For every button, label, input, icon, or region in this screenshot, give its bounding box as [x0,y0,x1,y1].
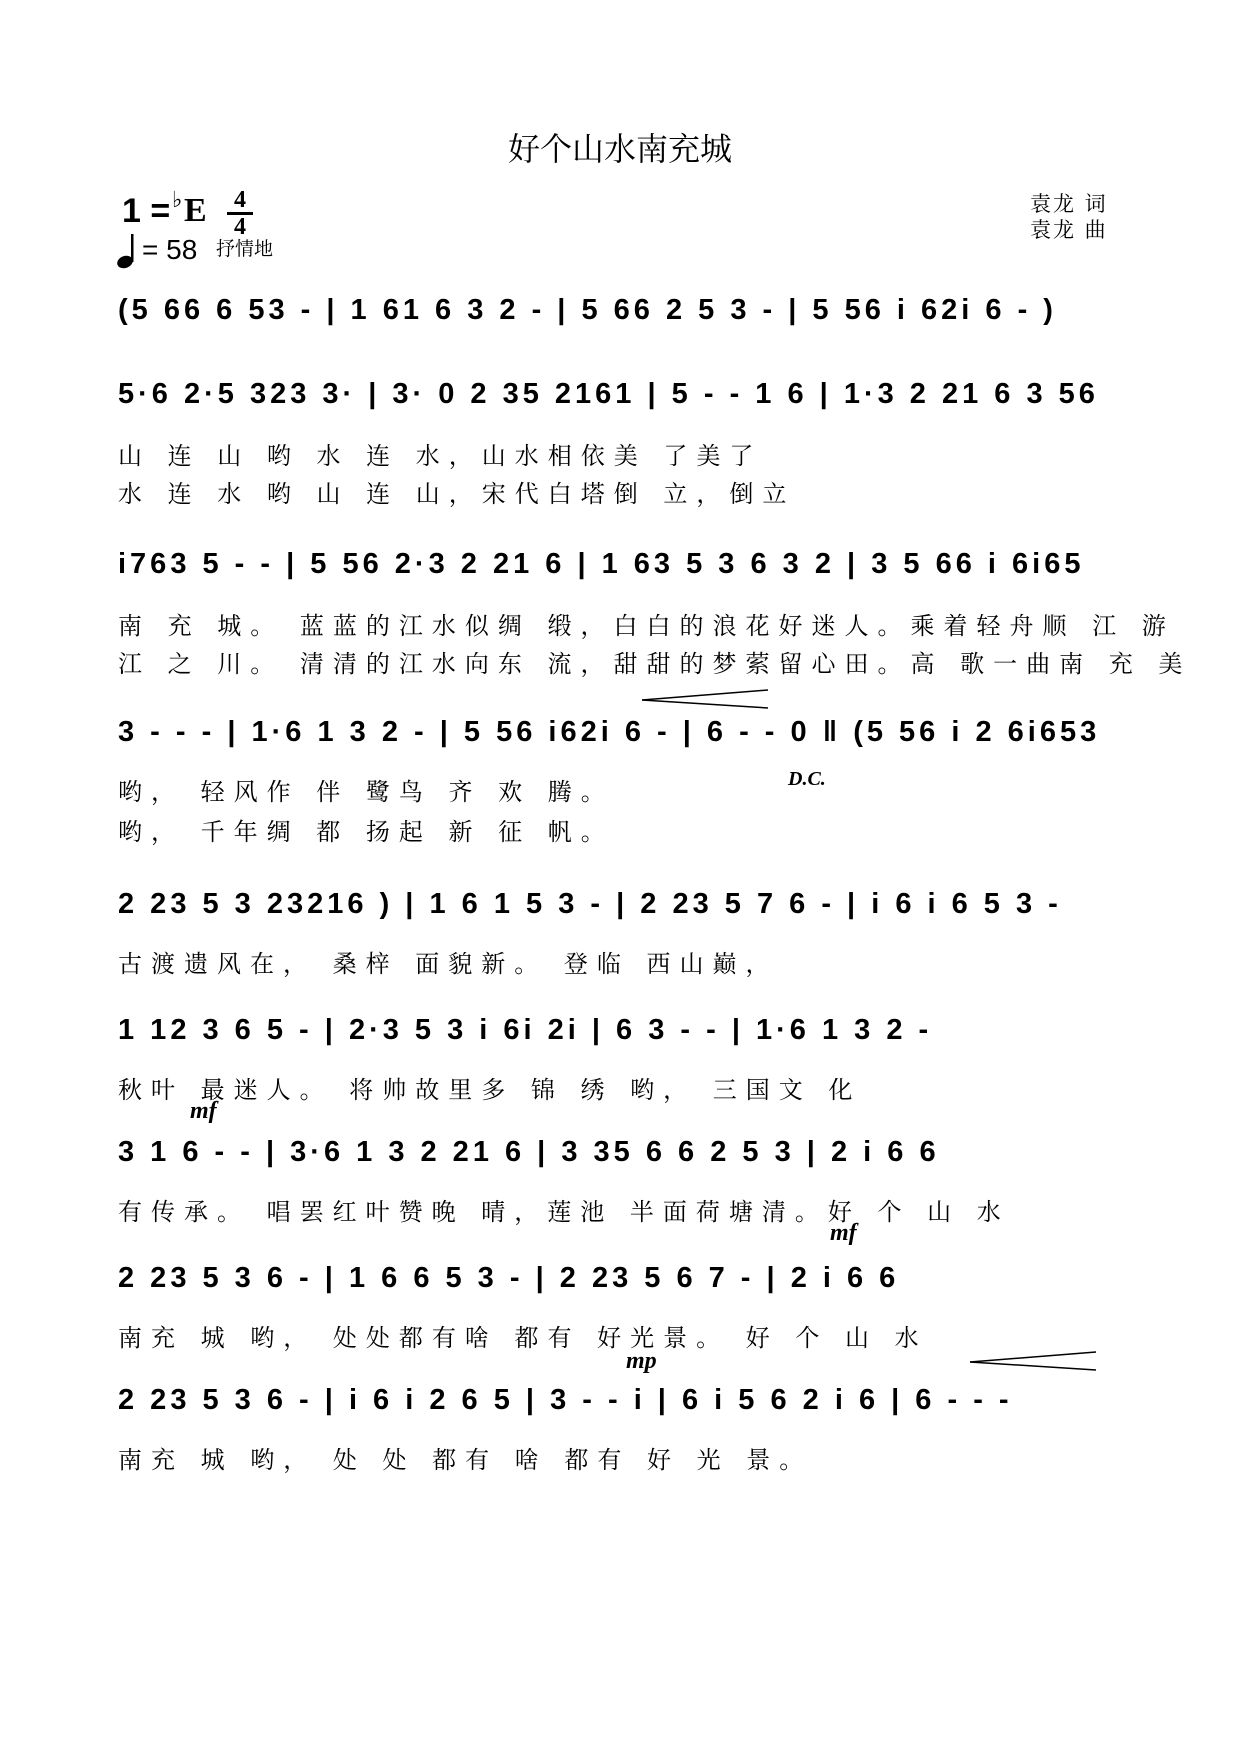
tempo-bpm: = 58 [142,234,198,265]
lyric-line: 南 充 城。 蓝蓝的江水似绸 缎，白白的浪花好迷人。乘着轻舟顺 江 游 [118,612,1175,640]
lyricist-credit: 袁龙 词 [1030,192,1108,216]
lyric-line: 山 连 山 哟 水 连 水，山水相依美 了美了 [118,442,763,470]
dynamic-mf: mf [830,1220,857,1246]
notation-row [118,294,1128,330]
notation-row [118,1136,1128,1172]
tempo-expression: 抒情地 [216,238,274,260]
page-title: 好个山水南充城 [507,130,732,168]
notation-line: (5 66 6 53 - | 1 61 6 3 2 - | 5 66 2 5 3 - | 5 56 i 62i 6 - ) [118,294,1057,326]
notation-row [118,1014,1128,1050]
lyric-line: 哟， 轻风作 伴 鹭鸟 齐 欢 腾。 [118,778,614,806]
notation-line: 3 1 6 - - | 3·6 1 3 2 21 6 | 3 35 6 6 2 5 3 | 2 i 6 6 [118,1136,940,1168]
dc-mark: D.C. [788,768,826,790]
composer-credit: 袁龙 曲 [1030,218,1108,242]
dynamic-mp: mp [626,1348,657,1374]
lyric-line: 秋叶 最迷人。 将帅故里多 锦 绣 哟， 三国文 化 [118,1076,862,1104]
crescendo-hairpin [968,1348,1098,1372]
lyric-line: 南充 城 哟， 处 处 都有 啥 都有 好 光 景。 [118,1446,813,1474]
notation-row [118,888,1128,924]
lyric-line: 水 连 水 哟 山 连 山，宋代白塔倒 立，倒立 [118,480,796,508]
key-prefix: 1 = [122,192,171,230]
key-tonic: E [184,192,207,229]
time-signature [227,187,253,240]
notation-line: 3 - - - | 1·6 1 3 2 - | 5 56 i62i 6 - | 6 - - 0 ‖ (5 56 i 2 6i653 [118,716,1101,748]
notation-line: 2 23 5 3 23216 ) | 1 6 1 5 3 - | 2 23 5 7 6 - | i 6 i 6 5 3 - [118,888,1062,920]
crescendo-hairpin [640,686,770,710]
time-numerator: 4 [234,187,246,213]
notation-row [118,1262,1128,1298]
notation-row [118,548,1128,584]
time-denominator: 4 [234,214,246,240]
notation-line: 5·6 2·5 323 3· | 3· 0 2 35 2161 | 5 - - 1 6 | 1·3 2 21 6 3 56 [118,378,1099,410]
lyric-line: 古渡遗风在， 桑梓 面貌新。 登临 西山巅， [118,950,779,978]
notation-row [118,716,1128,752]
notation-line: 2 23 5 3 6 - | i 6 i 2 6 5 | 3 - - i | 6 i 5 6 2 i 6 | 6 - - - [118,1384,1013,1416]
lyric-line: 有传承。 唱罢红叶赞晚 晴，莲池 半面荷塘清。好 个 山 水 [118,1198,1010,1226]
notation-line: i763 5 - - | 5 56 2·3 2 21 6 | 1 63 5 3 6 3 2 | 3 5 66 i 6i65 [118,548,1085,580]
notation-row [118,378,1128,414]
notation-line: 2 23 5 3 6 - | 1 6 6 5 3 - | 2 23 5 6 7 - | 2 i 6 6 [118,1262,900,1294]
lyric-line: 江 之 川。 清清的江水向东 流，甜甜的梦萦留心田。高 歌一曲南 充 美 [118,650,1192,678]
lyric-line: 南充 城 哟， 处处都有啥 都有 好光景。 好 个 山 水 [118,1324,928,1352]
dynamic-mf: mf [190,1098,217,1124]
lyric-line: 哟， 千年绸 都 扬起 新 征 帆。 [118,818,614,846]
flat-icon: ♭ [172,188,183,213]
notation-line: 1 12 3 6 5 - | 2·3 5 3 i 6i 2i | 6 3 - - | 1·6 1 3 2 - [118,1014,933,1046]
notation-row [118,1384,1128,1420]
